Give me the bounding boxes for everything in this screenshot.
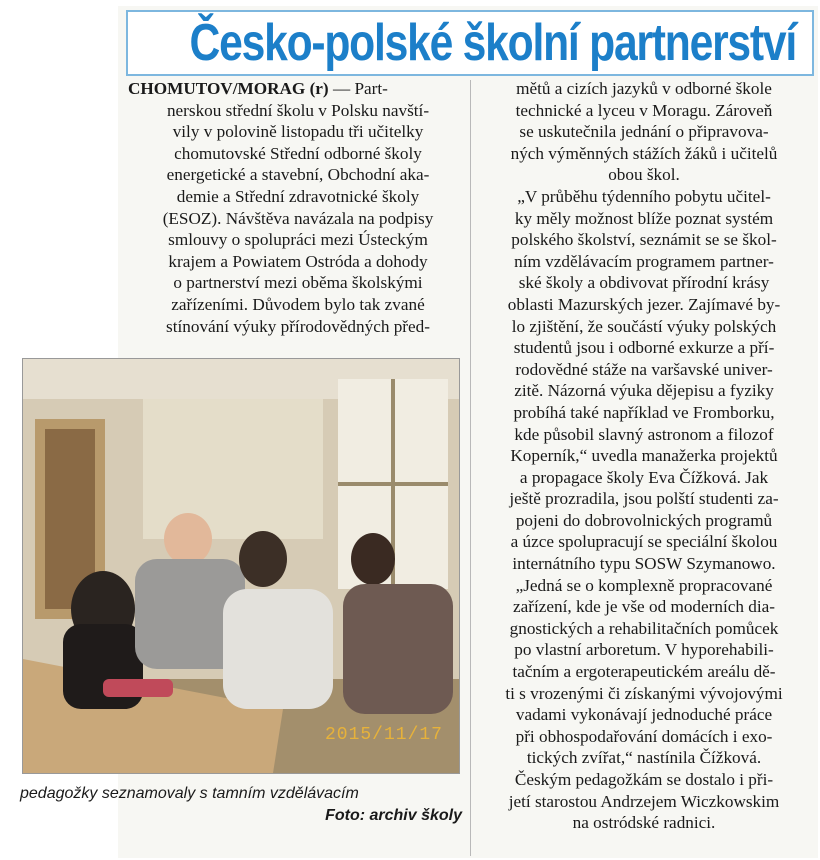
text-line: na ostródské radnici.	[572, 813, 716, 833]
text-line: krajem a Powiatem Ostróda a dohody	[168, 251, 428, 271]
text-line: po vlastní arboretum. V hyporehabili-	[514, 640, 774, 660]
text-line: nerskou střední školu v Polsku navští-	[166, 100, 430, 120]
text-line: „V průběhu týdenního pobytu učitel-	[517, 186, 771, 206]
text-line: zařízení, kde je vše od moderních dia-	[512, 597, 775, 617]
text-line: mětů a cizích jazyků v odborné škole	[516, 79, 772, 98]
text-line: zitě. Názorná výuka dějepisu a fyziky	[514, 381, 774, 401]
article-headline: Česko-polské školní partnerství	[189, 14, 796, 72]
article-photo	[22, 358, 460, 774]
classroom-photo-illustration	[23, 359, 459, 773]
text-line: vadami vykonávají jednoduché práce	[515, 705, 773, 725]
notice-board	[143, 399, 323, 539]
text-line: obou škol.	[608, 165, 680, 185]
text-line: „Jedná se o komplexně propracované	[515, 575, 773, 595]
text-line: o partnerství mezi oběma školskými	[173, 273, 423, 293]
text-line: energetické a stavební, Obchodní aka-	[166, 165, 430, 185]
photo-date-stamp: 2015/11/17	[324, 725, 443, 745]
text-line: ných výměnných stážích žáků i učitelů	[510, 143, 778, 163]
text-line: Českým pedagožkám se dostalo i při-	[514, 770, 774, 789]
text-line: ním vzdělávacím programem partner-	[514, 251, 774, 271]
student	[343, 584, 453, 714]
text-line: oblasti Mazurských jezer. Zajímavé by-	[507, 294, 781, 314]
text-line: ještě prozradila, jsou polští studenti za-	[509, 489, 779, 509]
student-head	[351, 533, 395, 585]
text-line: ské školy a obdivovat přírodní krásy	[518, 273, 770, 293]
text-line: tických zvířat,“ nastínila Čížková.	[526, 748, 762, 768]
pencil-case	[103, 679, 173, 697]
text-line: ti s vrozenými či získanými vývojovými	[505, 683, 783, 703]
right-column	[474, 78, 814, 834]
text-line: a úzce spolupracují se speciální školou	[510, 532, 778, 552]
text-line: rodovědné stáže na varšavské univer-	[515, 359, 773, 379]
left-column	[128, 78, 468, 337]
text-line: se uskutečnila jednání o připravova-	[519, 122, 769, 142]
text-line: zařízeními. Důvodem bylo tak zvané	[171, 294, 425, 314]
text-line: a propagace školy Eva Čížková. Jak	[519, 467, 769, 487]
dateline: CHOMUTOV/MORAG (r)	[128, 79, 329, 98]
text-line: jetí starostou Andrzejem Wiczkowskim	[508, 791, 780, 811]
text-line: studentů jsou i odborné exkurze a pří-	[513, 338, 775, 358]
text-line: vily v polovině listopadu tři učitelky	[172, 122, 424, 142]
text-line: CHOMUTOV/MORAG (r) — Part-	[128, 79, 388, 98]
photo-credit: Foto: archiv školy	[325, 807, 462, 824]
text-line: demie a Střední zdravotnické školy	[176, 186, 420, 206]
text-line: lo zjištění, že součástí výuky polských	[511, 316, 777, 336]
text-line: smlouvy o spolupráci mezi Ústeckým	[168, 230, 428, 250]
text-line: probíhá také například ve Fromborku,	[513, 402, 775, 422]
text-line: kde působil slavný astronom a filozof	[514, 424, 774, 444]
text-line: ky měly možnost blíže poznat systém	[514, 208, 774, 228]
text-line: polského školství, seznámit se se škol-	[511, 230, 777, 250]
photo-caption: pedagožky seznamovaly s tamním vzdělávacím	[20, 785, 359, 802]
teacher	[223, 589, 333, 709]
teacher-hair	[239, 531, 287, 587]
text-line: technické a lyceu v Moragu. Zároveň	[515, 100, 773, 120]
column-divider	[470, 80, 471, 856]
text-line: při obhospodařování domácích i exo-	[515, 726, 773, 746]
text-line: internátního typu SOSW Szymanowo.	[512, 554, 776, 574]
text-line: pojeni do dobrovolnických programů	[515, 510, 773, 530]
text-line: gnostických a rehabilitačních pomůcek	[509, 618, 779, 638]
text-line: stínování výuky přírodovědných před-	[166, 316, 430, 336]
text-line: tačním a ergoterapeutickém areálu dě-	[512, 662, 776, 682]
headline-frame	[126, 10, 814, 76]
student-head	[164, 513, 212, 565]
text-line: Koperník,“ uvedla manažerka projektů	[510, 446, 778, 466]
text-line: (ESOZ). Návštěva navázala na podpisy	[162, 208, 434, 228]
text-line: chomutovské Střední odborné školy	[174, 143, 422, 163]
